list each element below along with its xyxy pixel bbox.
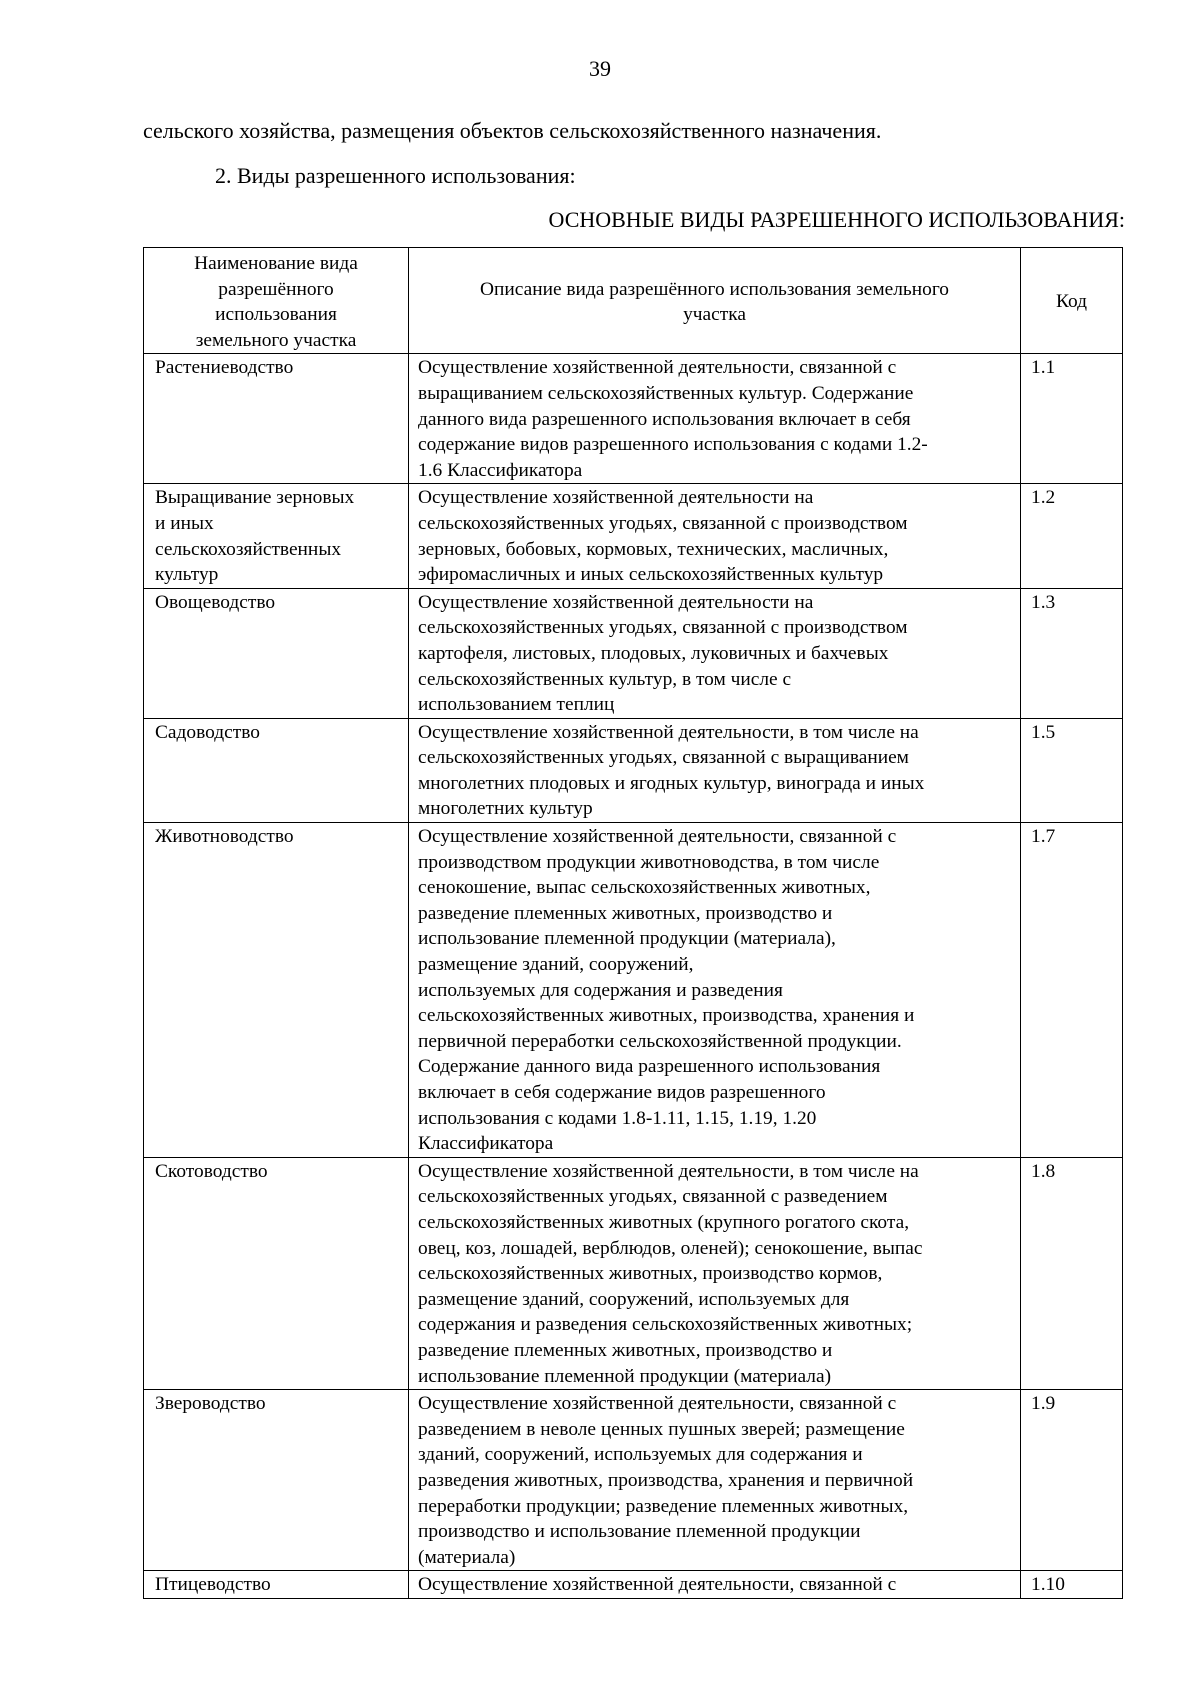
use-code-cell: 1.5 [1021,718,1123,822]
use-description-line: 1.6 Классификатора [418,459,583,481]
table-body [144,354,1123,1599]
use-description-line: сельскохозяйственных угодьях, связанной с разведением [418,1186,888,1208]
use-code-cell: 1.2 [1021,484,1123,588]
section-heading: ОСНОВНЫЕ ВИДЫ РАЗРЕШЕННОГО ИСПОЛЬЗОВАНИЯ: [548,207,1125,232]
use-name-line: Овощеводство [155,591,276,613]
use-description-line: эфиромасличных и иных сельскохозяйственных культур [418,564,884,586]
header-line: земельного участка [195,329,357,351]
use-description-cell [409,354,1021,484]
use-name-line: Растениеводство [155,357,294,379]
use-description-line: Осуществление хозяйственной деятельности на [418,591,814,613]
header-line: разрешённого [218,278,334,300]
page-number: 39 [589,56,611,81]
permitted-uses-table [143,247,1123,1599]
list-item-2: 2. Виды разрешенного использования: [215,163,576,188]
table-row [144,588,1123,718]
table-row [144,1390,1123,1571]
use-description-line: сенокошение, выпас сельскохозяйственных животных, [418,877,871,899]
use-name-cell [144,1157,409,1389]
use-code-cell: 1.10 [1021,1571,1123,1599]
use-description-line: производство и использование племенной продукции [418,1521,861,1543]
use-description-line: Осуществление хозяйственной деятельности, связанной с [418,1393,897,1415]
use-name-line: Скотоводство [155,1160,268,1182]
use-code-cell: 1.3 [1021,588,1123,718]
use-description-line: сельскохозяйственных угодьях, связанной с производством [418,617,908,639]
use-description-line: размещение зданий, сооружений, используемых для [418,1288,850,1310]
table-row [144,1571,1123,1599]
use-description-line: Осуществление хозяйственной деятельности на [418,487,814,509]
use-code-cell: 1.1 [1021,354,1123,484]
table-header-row [144,248,1123,354]
use-description-line: сельскохозяйственных животных, производство кормов, [418,1263,883,1285]
header-line: использования [215,304,337,326]
use-name-cell [144,718,409,822]
use-description-line: использование племенной продукции (материала), [418,928,836,950]
use-description-line: многолетних плодовых и ягодных культур, винограда и иных [418,772,925,794]
use-description-line: данного вида разрешенного использования включает в себя [418,408,911,430]
use-description-line: разведение племенных животных, производство и [418,1339,833,1361]
use-name-line: культур [155,564,219,586]
use-description-line: (материала) [418,1546,516,1568]
use-code-cell: 1.9 [1021,1390,1123,1571]
use-description-line: сельскохозяйственных животных (крупного рогатого скота, [418,1211,910,1233]
header-code: Код [1021,248,1123,354]
use-description-line: используемых для содержания и разведения [418,979,783,1001]
use-description-cell [409,1157,1021,1389]
use-description-line: использования с кодами 1.8-1.11, 1.15, 1.19, 1.20 [418,1107,817,1129]
use-description-line: Классификатора [418,1133,554,1155]
use-name-line: Звероводство [155,1393,266,1415]
use-description-line: включает в себя содержание видов разрешенного [418,1082,826,1103]
use-description-line: выращиванием сельскохозяйственных культур. Содержание [418,382,914,404]
use-description-line: разведением в неволе ценных пушных зверей; размещение [418,1418,905,1440]
table-row [144,1157,1123,1389]
use-name-cell [144,1390,409,1571]
use-description-line: производством продукции животноводства, в том числе [418,851,880,873]
table-row [144,484,1123,588]
use-description-line: сельскохозяйственных животных, производства, хранения и [418,1005,915,1027]
use-description-line: содержание видов разрешенного использования с кодами 1.2- [418,434,928,456]
use-description-line: Осуществление хозяйственной деятельности, в том числе на [418,721,919,743]
use-description-line: овец, коз, лошадей, верблюдов, оленей); сенокошение, выпас [418,1237,923,1259]
use-description-line: первичной переработки сельскохозяйственной продукции. [418,1030,902,1052]
header-use-name [144,248,409,354]
use-description-line: сельскохозяйственных угодьях, связанной с производством [418,512,908,534]
use-name-cell [144,588,409,718]
use-description-line: картофеля, листовых, плодовых, луковичных и бахчевых [418,642,889,664]
use-description-cell [409,823,1021,1158]
use-description-line: зданий, сооружений, используемых для содержания и [418,1444,863,1466]
use-description-line: Осуществление хозяйственной деятельности, связанной с [418,357,897,379]
use-name-cell [144,1571,409,1599]
use-description-line: использованием теплиц [418,694,615,716]
use-description-line: Осуществление хозяйственной деятельности, в том числе на [418,1160,919,1182]
use-description-cell [409,1571,1021,1599]
use-name-line: и иных [155,512,214,534]
continuation-paragraph: сельского хозяйства, размещения объектов сельскохозяйственного назначения. [143,118,882,143]
use-name-cell [144,823,409,1158]
use-description-line: переработки продукции; разведение племенных животных, [418,1495,909,1517]
header-use-description [409,248,1021,354]
use-description-line: размещение зданий, сооружений, [418,954,694,976]
use-description-line: разведения животных, производства, хранения и первичной [418,1469,914,1491]
table-row [144,718,1123,822]
use-description-line: использование племенной продукции (материала) [418,1365,832,1387]
use-description-cell [409,588,1021,718]
use-description-line: зерновых, бобовых, кормовых, технических, масличных, [418,538,889,560]
use-description-line: сельскохозяйственных культур, в том числе с [418,668,792,690]
header-line: Описание вида разрешённого использования земельного [479,278,950,300]
use-code-cell: 1.8 [1021,1157,1123,1389]
use-description-line: Содержание данного вида разрешенного использования [418,1056,881,1078]
table-row [144,354,1123,484]
use-name-line: Садоводство [155,721,260,743]
use-description-line: многолетних культур [418,798,593,820]
use-code-cell: 1.7 [1021,823,1123,1158]
use-description-line: Осуществление хозяйственной деятельности, связанной с [418,826,897,848]
header-line: Наименование вида [194,253,358,274]
use-name-line: Животноводство [155,826,294,848]
use-description-cell [409,1390,1021,1571]
table-row [144,823,1123,1158]
use-name-line: Выращивание зерновых [155,487,355,509]
use-description-line: сельскохозяйственных угодьях, связанной с выращиванием [418,747,909,769]
use-description-cell [409,718,1021,822]
use-description-line: Осуществление хозяйственной деятельности, связанной с [418,1574,897,1596]
use-description-line: разведение племенных животных, производство и [418,902,833,924]
use-description-cell [409,484,1021,588]
use-name-cell [144,484,409,588]
header-line: участка [683,304,746,326]
use-name-line: сельскохозяйственных [155,538,342,560]
use-description-line: содержания и разведения сельскохозяйственных животных; [418,1314,913,1336]
use-name-cell [144,354,409,484]
use-name-line: Птицеводство [155,1574,271,1596]
